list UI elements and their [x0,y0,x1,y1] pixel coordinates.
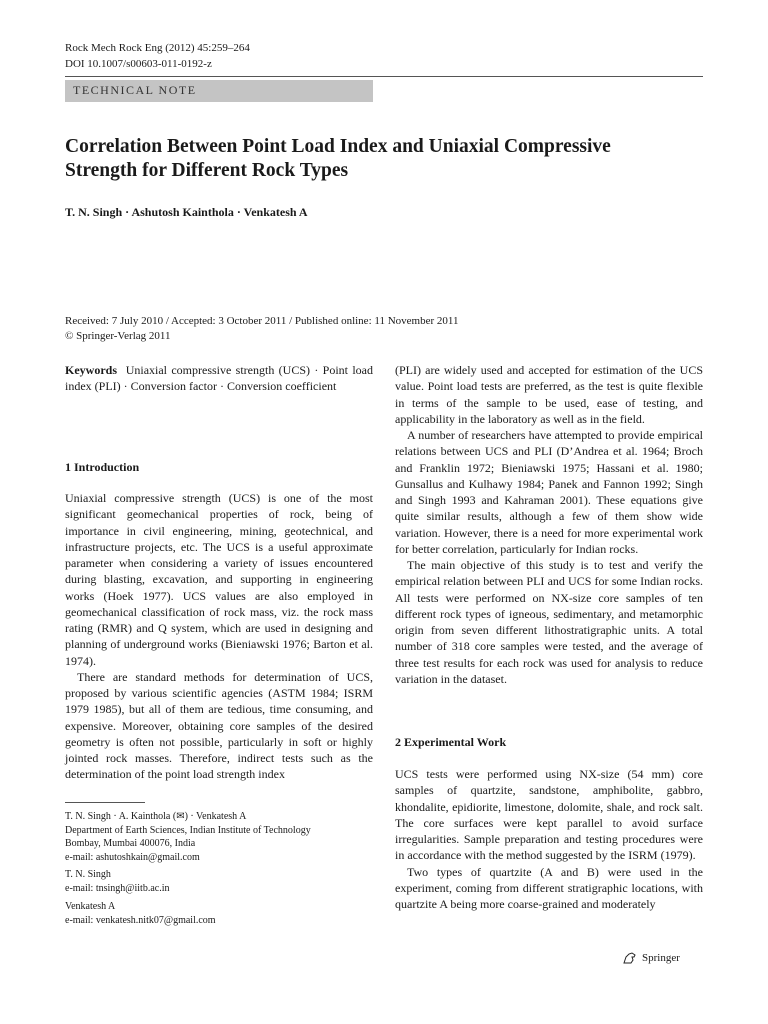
header-rule [65,76,703,77]
intro-paragraph-5: The main objective of this study is to test and verify the empirical relation between PLI and UCS for some Indian rocks. All tests were performed on NX-size core samples of ten different rock types of igneous, sedimentary, and metamorphic origin from seven different lithostratigraphic units. A total number of 318 core samples were tested, and the average of three test results for each rock was used for analysis to reduce variation in the dataset. [395,558,703,686]
journal-header [65,40,250,72]
affiliation-2-name: T. N. Singh [65,869,111,880]
section-1-body [65,490,373,783]
affiliation-2-email: e-mail: tnsingh@iitb.ac.in [65,882,170,894]
springer-horse-icon [622,951,638,965]
affiliation-3-name: Venkatesh A [65,901,116,912]
affiliation-email: e-mail: ashutoshkain@gmail.com [65,851,200,863]
section-2-body [395,766,703,912]
affiliation-1 [65,810,385,864]
keywords-block [65,362,373,395]
intro-paragraph-4: A number of researchers have attempted to provide empirical relations between UCS and PLI (D’Andrea et al. 1964; Broch and Franklin 1972; Bieniawski 1975; Hassani et al. 1980; Gunsallus and Kulhawy 1984; Panek and Fannon 1992; Singh and Singh 1993 and Kahraman 2001). These equations give quite similar results, although a few of them show wide variation. However, there is a need for more experimental work for better correlation, particularly for Indian rocks. [395,428,703,556]
affiliation-address: Bombay, Mumbai 400076, India [65,838,196,849]
title-line-1: Correlation Between Point Load Index and Uniaxial Compressive [65,136,611,157]
springer-label: Springer [642,952,680,964]
article-history [65,314,705,344]
technical-note-label: TECHNICAL NOTE [73,83,197,97]
affiliation-3-email: e-mail: venkatesh.nitk07@gmail.com [65,914,216,926]
intro-paragraph-3: (PLI) are widely used and accepted for estimation of the UCS value. Point load tests are preferred, as the test is quite flexible in terms of the sample to be used, ease of testing, and applicability in the laboratory as well as in the field. [395,363,703,426]
footnote-rule [65,802,145,803]
technical-note-band [65,80,373,102]
copyright-line: © Springer-Verlag 2011 [65,330,171,342]
affiliation-3 [65,900,385,927]
intro-paragraph-1: Uniaxial compressive strength (UCS) is one of the most significant geomechanical properties of rock, being of importance in civil engineering, mining, geotechnical, and infrastructure projects, etc. The UCS is a useful approximate parameter when considering a variety of issues encountered during blasting, excavation, and supporting in engineering works (Hoek 1977). UCS values are also employed in geomechanical classification of rock mass, viz. the rock mass rating (RMR) and Q system, which are used in designing and planning of underground works (Bieniawski 1976; Barton et al. 1974). [65,491,373,668]
dates-line: Received: 7 July 2010 / Accepted: 3 October 2011 / Published online: 11 November 2011 [65,315,459,327]
section-1-heading: 1 Introduction [65,460,140,474]
affiliation-2 [65,868,385,895]
intro-paragraph-2: There are standard methods for determination of UCS, proposed by various scientific agencies (ASTM 1984; ISRM 1979 1985), but all of them are tedious, time consuming, and expensive. Moreover, obtaining core samples of the desired geometry is often not possible, particularly in soft or highly jointed rock masses. Therefore, indirect tests such as the determination of the point load strength index [65,669,373,782]
affiliation-department: Department of Earth Sciences, Indian Institute of Technology [65,824,311,836]
right-column-intro [395,362,703,687]
doi: DOI 10.1007/s00603-011-0192-z [65,58,212,70]
experimental-paragraph-1: UCS tests were performed using NX-size (54 mm) core samples of quartzite, sandstone, amphibolite, gabbro, khondalite, epidiorite, limestone, dolomite, shale, and rock salt. The core surfaces were kept parallel to avoid surface irregularities. Sample preparation and testing procedures were in accordance with the method suggested by the ISRM (1979). [395,767,703,863]
title-line-2: Strength for Different Rock Types [65,160,349,181]
experimental-paragraph-2: Two types of quartzite (A and B) were used in the experiment, coming from different stratigraphic locations, with quartzite A being more coarse-grained and moderately [395,864,703,911]
keywords-label: Keywords [65,363,117,377]
springer-logo [622,951,680,965]
journal-citation: Rock Mech Rock Eng (2012) 45:259–264 [65,42,250,54]
keywords-text: Uniaxial compressive strength (UCS) · Point load index (PLI) · Conversion factor · Conversion coefficient [65,363,374,394]
section-2-heading: 2 Experimental Work [395,735,507,749]
affiliation-authors: T. N. Singh · A. Kainthola (✉) · Venkatesh A [65,811,247,822]
authors: T. N. Singh · Ashutosh Kainthola · Venkatesh A [65,205,308,219]
paper-title [65,135,705,183]
